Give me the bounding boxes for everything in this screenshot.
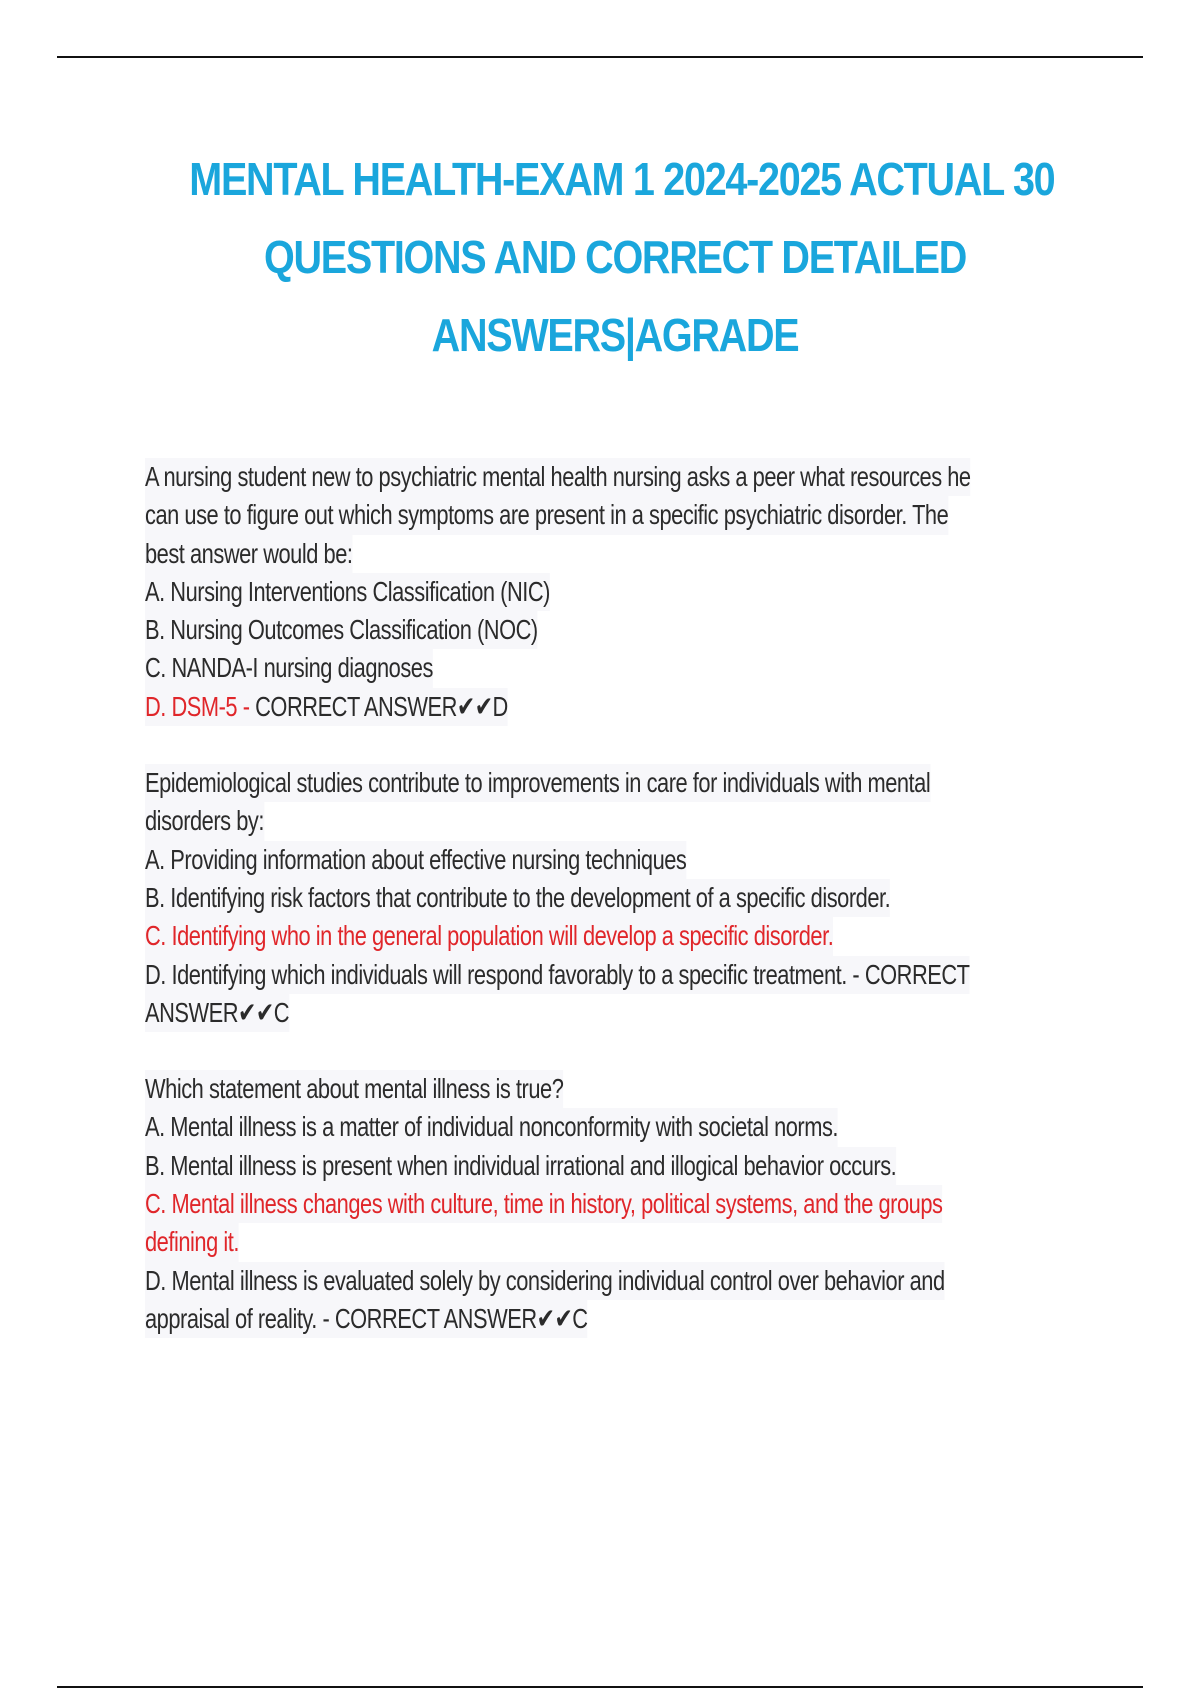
question-text: Epidemiological studies contribute to improvements in care for individuals with mental <box>145 764 930 802</box>
correct-option: D. DSM-5 - <box>145 690 250 722</box>
option-b: B. Mental illness is present when individual irrational and illogical behavior occurs. <box>145 1147 896 1185</box>
option-a: A. Providing information about effective nursing techniques <box>145 841 686 879</box>
option-d: D. Mental illness is evaluated solely by considering individual control over behavior and <box>145 1262 945 1300</box>
correct-answer-label: appraisal of reality. - CORRECT ANSWER✔✔C <box>145 1300 588 1338</box>
correct-answer-label: ANSWER✔✔C <box>145 994 289 1032</box>
question-text: can use to figure out which symptoms are present in a specific psychiatric disorder. The <box>145 496 948 534</box>
title-line: MENTAL HEALTH-EXAM 1 2024-2025 ACTUAL 30 <box>189 153 1055 205</box>
option-a: A. Mental illness is a matter of individual nonconformity with societal norms. <box>145 1108 838 1146</box>
question-text: Which statement about mental illness is true? <box>145 1070 563 1108</box>
correct-option: defining it. <box>145 1223 239 1261</box>
bottom-rule <box>57 1686 1143 1688</box>
question-1 <box>145 458 1075 726</box>
correct-option: C. Identifying who in the general population will develop a specific disorder. <box>145 917 833 955</box>
question-text: disorders by: <box>145 802 264 840</box>
correct-option: C. Mental illness changes with culture, time in history, political systems, and the groups <box>145 1185 942 1223</box>
question-3 <box>145 1070 1075 1338</box>
option-d: D. Identifying which individuals will respond favorably to a specific treatment. - CORRECT <box>145 956 970 994</box>
correct-answer-label: CORRECT ANSWER✔✔D <box>249 690 508 722</box>
title-line: QUESTIONS AND CORRECT DETAILED <box>264 231 966 283</box>
title-line: ANSWERS|AGRADE <box>431 309 799 361</box>
document-title <box>189 140 1055 374</box>
option-b: B. Identifying risk factors that contribute to the development of a specific disorder. <box>145 879 890 917</box>
option-b: B. Nursing Outcomes Classification (NOC) <box>145 611 538 649</box>
question-text: best answer would be: <box>145 535 352 573</box>
top-rule <box>57 56 1143 58</box>
question-text: A nursing student new to psychiatric mental health nursing asks a peer what resources he <box>145 458 971 496</box>
question-list <box>145 458 1075 1376</box>
option-c: C. NANDA-I nursing diagnoses <box>145 649 433 687</box>
option-d-answer <box>145 688 508 726</box>
question-2 <box>145 764 1075 1032</box>
option-a: A. Nursing Interventions Classification (NIC) <box>145 573 550 611</box>
